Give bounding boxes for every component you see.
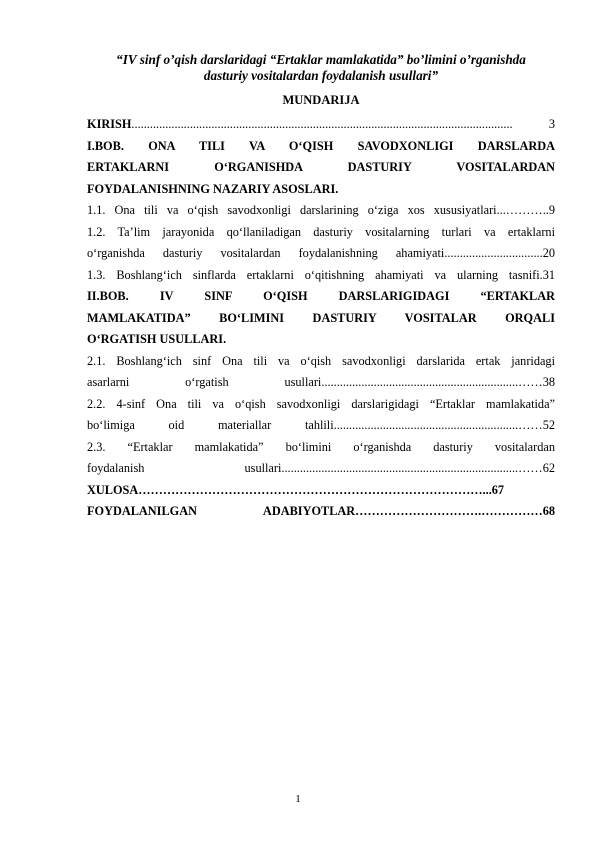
toc-section-2-3-line-2[interactable]: foydalanish usullari.............................................................................……62 [87,461,555,475]
page-number: 1 [295,793,301,805]
toc-kirish-label: KIRISH [87,117,132,131]
title-line-1: “IV sinf o’qish darslaridagi “Ertaklar mamlakatida” bo’limini o’rganishda [116,52,526,67]
toc-section-1-2-line-1[interactable]: 1.2. Ta’lim jarayonida qo‘llaniladigan dasturiy vositalarning turlari va ertaklarni [87,224,555,239]
toc-chapter-2-line-1[interactable]: II.BOB. IV SINF O‘QISH DARSLARIGIDAGI “ERTAKLAR [87,289,555,303]
toc-chapter-2-line-2[interactable]: MAMLAKATIDA” BO‘LIMINI DASTURIY VOSITALAR ORQALI [87,310,555,325]
toc-entry-kirish[interactable] [87,114,555,136]
toc-section-2-1-line-2[interactable]: asarlarni o‘rgatish usullari................................................................……38 [87,375,555,389]
toc-entry-adabiyotlar[interactable]: FOYDALANILGAN ADABIYOTLAR………………………….……………68 [87,504,555,518]
toc-section-2-1-line-1[interactable]: 2.1. Boshlang‘ich sinf Ona tili va o‘qish savodxonligi darslarida ertak janridagi [87,353,555,368]
toc-entry-xulosa[interactable]: XULOSA…………………………………………………………………………...67 [87,482,505,497]
toc-kirish-leader: ............................................................................................................................ [131,117,513,131]
document-title [87,52,555,84]
title-line-2: dasturiy vositalardan foydalanish usullari” [203,68,439,83]
document-page [87,52,555,523]
contents-heading: MUNDARIJA [282,93,360,107]
toc-section-2-2-line-1[interactable]: 2.2. 4-sinf Ona tili va o‘qish savodxonligi darslarigidagi “Ertaklar mamlakatida” [87,396,555,411]
toc-section-1-1[interactable]: 1.1. Ona tili va o‘qish savodxonligi darslarining o‘ziga xos xususiyatlari...………..9 [87,203,555,217]
toc-kirish-page: 3 [548,117,555,131]
toc-chapter-2-line-3[interactable]: O‘RGATISH USULLARI. [87,332,227,346]
toc-chapter-1-line-2[interactable]: ERTAKLARNI O‘RGANISHDA DASTURIY VOSITALARDAN [87,160,555,174]
toc-section-1-2-line-2[interactable]: o‘rganishda dasturiy vositalardan foydalanishning ahamiyati................................20 [87,246,555,260]
toc-section-2-2-line-2[interactable]: bo‘limiga oid materiallar tahlili............................................................……52 [87,418,555,432]
toc-chapter-1-line-1[interactable]: I.BOB. ONA TILI VA O‘QISH SAVODXONLIGI DARSLARDA [87,138,555,153]
table-of-contents [87,114,555,523]
toc-section-2-3-line-1[interactable]: 2.3. “Ertaklar mamlakatida” bo‘limini o‘rganishda dasturiy vositalardan [87,439,555,454]
toc-chapter-1-line-3[interactable]: FOYDALANISHNING NAZARIY ASOSLARI. [87,181,339,196]
toc-section-1-3[interactable]: 1.3. Boshlang‘ich sinflarda ertaklarni o‘qitishning ahamiyati va ularning tasnifi.31 [87,267,555,282]
